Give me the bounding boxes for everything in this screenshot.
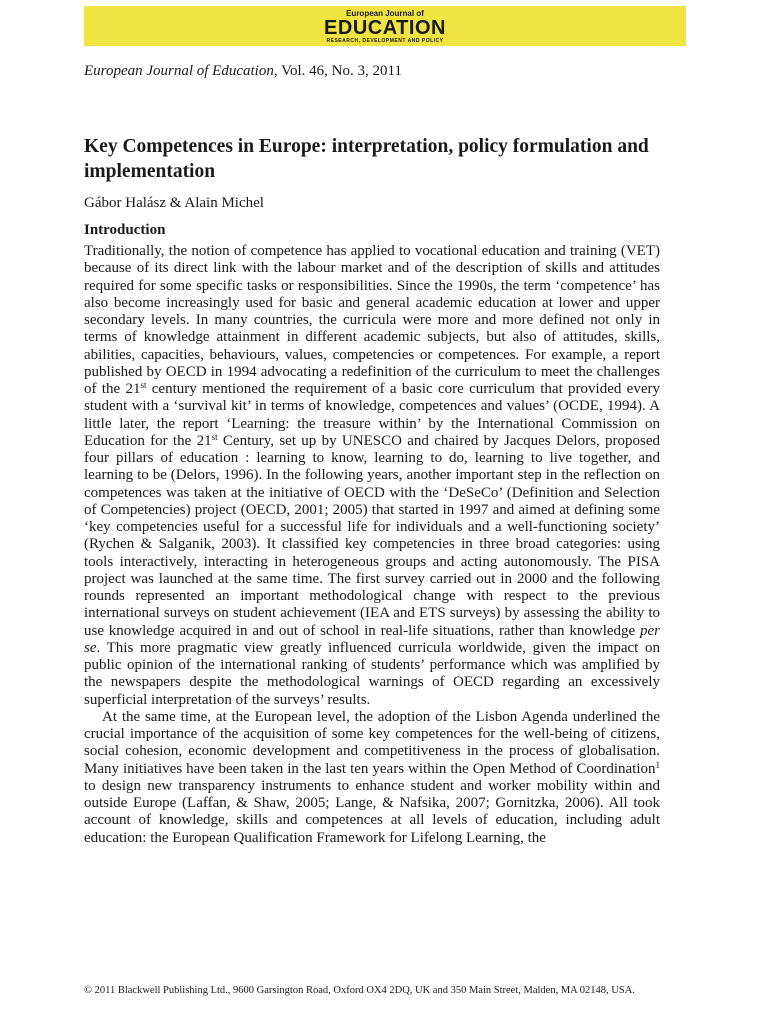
superscript-st: st xyxy=(211,431,218,442)
footnote-marker[interactable]: 1 xyxy=(655,759,660,770)
citation-volume-details: , Vol. 46, No. 3, 2011 xyxy=(273,63,402,79)
superscript-st: st xyxy=(140,380,147,390)
banner-top-text: European Journal of xyxy=(346,9,424,18)
banner-journal-name: EDUCATION xyxy=(324,17,446,39)
p2-text-a: At the same time, at the European level, the adoption of the Lisbon Agenda underlined the crucial importance of the acquisition of some key competences for the well-being of citizens, social cohesion, economic development and competitiveness in the process of globalisation. Many initiatives have been taken in the last ten years within the Open Method of Coordination xyxy=(84,708,660,777)
p2-text-b: to design new transparency instruments to enhance student and worker mobility within and outside Europe (Laffan, & Shaw, 2005; Lange, & Nafsika, 2007; Gornitzka, 2006). All took account of knowledge, skills and competences at all levels of education, including adult education: the European Qualification Framework for Lifelong Learning, the xyxy=(84,777,660,846)
paragraph-2 xyxy=(84,709,660,847)
p1-text-b: century mentioned the requirement of a basic core curriculum that provided every student with a ‘survival kit’ in terms of knowledge, competences and values’ (OCDE, 1994). A little later, the report ‘Learning: the treasure within’ by the International Commission on Education for the 21 xyxy=(84,381,660,449)
p1-text-c: Century, set up by UNESCO and chaired by Jacques Delors, proposed four pillars of education : learning to know, learning to do, learning to live together, and learning to be (Delors, 1996). In the following years, another important step in the reflection on competences was taken at the initiative of OECD with the ‘DeSeCo’ (Definition and Selection of Competencies) project (OECD, 2001; 2005) that started in 1997 and aimed at defining some ‘key competencies useful for a successful life for individuals and a well-functioning society’ (Rychen & Salganik, 2003). It classified key competencies in three broad categories: using tools interactively, interacting in heterogeneous groups and acting autonomously. The PISA project was launched at the same time. The first survey carried out in 2000 and the following rounds represented an important methodological change with respect to the previous international surveys on student achievement (IEA and ETS surveys) by assessing the ability to use knowledge acquired in and out of school in real-life situations, rather than knowledge xyxy=(84,432,660,639)
copyright-notice: © 2011 Blackwell Publishing Ltd., 9600 Garsington Road, Oxford OX4 2DQ, UK and 350 Main Street, Malden, MA 02148, USA. xyxy=(84,985,635,996)
journal-banner xyxy=(84,6,686,46)
paragraph-1 xyxy=(84,243,660,709)
citation-journal-name: European Journal of Education xyxy=(84,63,274,79)
p1-text-d: . This more pragmatic view greatly influenced curricula worldwide, given the impact on public opinion of the international ranking of students’ performance which was amplified by the newspapers despite the methodological warnings of OECD regarding an excessively superficial interpretation of the surveys’ results. xyxy=(84,639,660,708)
section-heading: Introduction xyxy=(84,222,166,238)
article-body xyxy=(84,243,660,847)
article-title: Key Competences in Europe: interpretation, policy formulation and implementation xyxy=(84,136,649,182)
journal-citation xyxy=(84,62,402,80)
italic-per-se: per se xyxy=(84,622,660,656)
p1-text-a: Traditionally, the notion of competence has applied to vocational education and training (VET) because of its direct link with the labour market and of the description of skills and attitudes required for some specific tasks or responsibilities. Since the 1990s, the term ‘competence’ has also become increasingly used for basic and general academic education at lower and upper secondary levels. In many countries, the curricula were more and more defined not only in terms of knowledge attainment in different academic subjects, but also of attitudes, skills, abilities, capacities, behaviours, values, competencies or competences. For example, a report published by OECD in 1994 advocating a redefinition of the curriculum to meet the challenges of the 21 xyxy=(84,243,660,397)
article-authors: Gábor Halász & Alain Michel xyxy=(84,195,264,211)
banner-subtitle: RESEARCH, DEVELOPMENT AND POLICY xyxy=(326,38,444,44)
